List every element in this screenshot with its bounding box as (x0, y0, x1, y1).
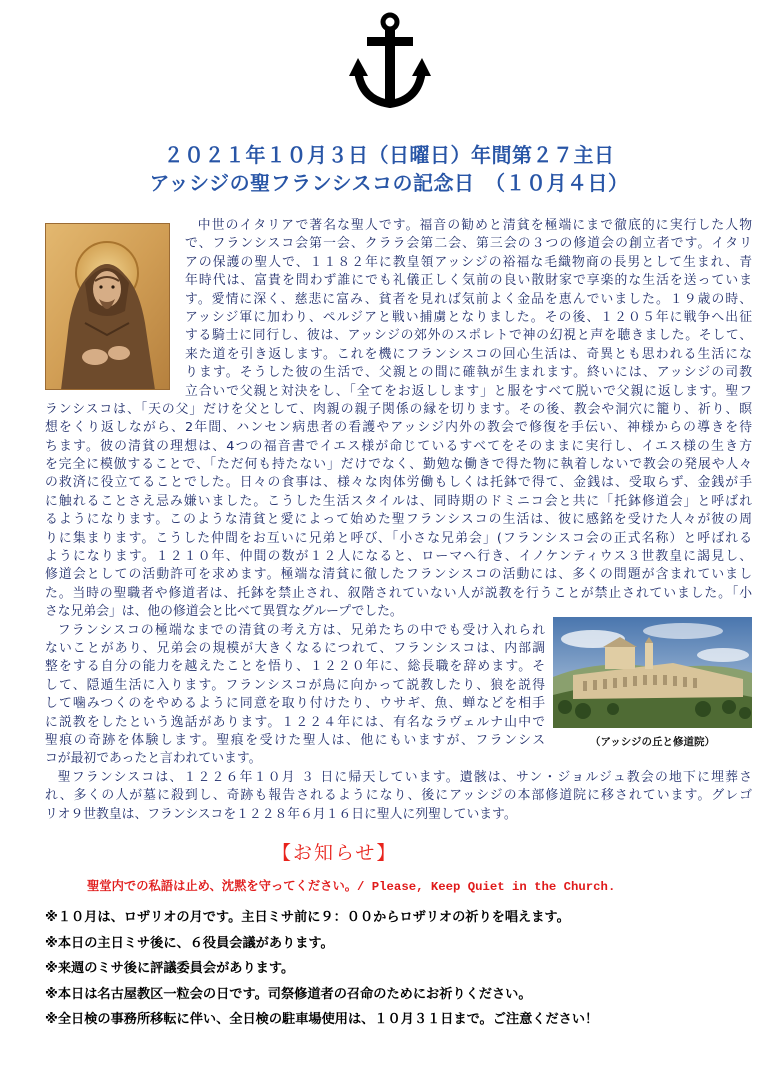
article-line: を完全に模倣することで、「ただ何も持たない」だけでなく、勤勉な働きで得た物に執着しないで教会の発展や人々 (45, 457, 752, 473)
article-line: 聖痕の奇跡を体験します。聖痕を受けた聖人は、他にもいますが、フランシス (45, 732, 545, 748)
assisi-hill-monastery-photo (553, 617, 752, 728)
article-line: す。愛情に深く、慈悲に富み、貧者を見れば気前よく金品を恵んでいました。１９歳の時、 (185, 291, 752, 307)
article-line: ランシスコは、「天の父」だけを父として、肉親の親子関係の縁を切ります。その後、教会や洞穴に籠り、祈り、瞑 (45, 401, 752, 417)
article-line: りに集まります。こうした仲間をお互いに兄弟と呼び、「小さな兄弟会」(フランシスコ会の正式名称）と呼ばれる (45, 530, 752, 546)
notice-list (45, 909, 745, 1037)
paragraph-3 (45, 769, 752, 824)
article-line: 来た道を引き返します。これを機にフランシスコの回心生活は、奇異とも思われる生活にな (185, 346, 752, 362)
notice-item: ※本日の主日ミサ後に、６役員会議があります。 (45, 935, 334, 951)
article-line: 立合いで父親と対決をし、「全てをお返しします」と服をすべて脱いで父親に返します。聖フ (185, 383, 752, 399)
article-line: ようになります。１２１０年、仲間の数が１２人になると、ローマへ行き、イノケンティウス３世教皇に謁見し、 (45, 549, 752, 565)
article-line: 中世のイタリアで著名な聖人です。福音の勧めと清貧を極端にまで徹底的に実行した人物 (197, 218, 752, 233)
article-line: フランシスコの極端なまでの清貧の考え方は、兄弟たちの中でも受け入れられ (57, 622, 545, 638)
notice-item: ※本日は名古屋教区一粒会の日です。司祭修道者の召命のためにお祈りください。 (45, 986, 532, 1002)
article-line: 聖フランシスコは、１２２６年１０月 ３ 日に帰天しています。遺骸は、サン・ジョルジュ教会の地下に埋葬さ (57, 769, 752, 785)
article-line: さな兄弟会」は、他の修道会と比べて異質なグループでした。 (45, 604, 403, 620)
article-line: リオ９世教皇は、フランシスコを１２２８年６月１６日に聖人に列聖しています。 (45, 806, 517, 822)
article-line: ります。そうした彼の生活で、父親との間に確執が生まれます。終いには、アッシジの司教 (185, 365, 752, 381)
quiet-request-notice: 聖堂内での私語は止め、沈黙を守ってください。/ Please, Keep Quiet in the Church. (87, 880, 616, 894)
article-line: 整をする自分の能力を越えたことを悟り、１２２０年に、総長職を辞めます。そ (45, 659, 545, 675)
notices-heading: 【お知らせ】 (272, 842, 398, 864)
paragraph-1-wrapped (185, 217, 752, 401)
paragraph-2 (45, 622, 545, 769)
anchor-icon (349, 12, 431, 108)
article-line: コが最初であったと言われています。 (45, 751, 262, 767)
article-line: に説教をしたという逸話があります。１２２４年には、有名なラヴェルナ山中で (45, 714, 545, 730)
article-line: 年時代は、富貴を問わず誰にでも礼儀正しく気前の良い散財家で享楽的な生活を送っていま (185, 273, 752, 289)
article-line: た。当時の聖職者や修道者は、托鉢を禁止され、叙階されていない人が説教を行うことが禁止されていました。「小 (45, 585, 752, 601)
article-line: れ、多くの人が墓に殺到し、奇跡も報告されるようになり、後にアッシジの本部修道院に移されています。グレゴ (45, 788, 752, 804)
article-line: ちます。彼の清貧の理想は、4つの福音書でイエス様が命じているすべてをそのままに実行し、イエス様の生き方 (45, 438, 752, 454)
article-line: して噛みつくのをやめるように同意を取り付けたり、ウサギ、魚、蝉などを相手 (45, 696, 545, 712)
article-line: する騎士に同行し、彼は、アッシジの郊外のスポレトで神の幻視と声を聴きました。そして、 (185, 328, 752, 344)
feast-title: アッシジの聖フランシスコの記念日 （１０月４日） (149, 171, 629, 195)
article-line: に触れることさえ忌み嫌いました。こうした生活スタイルは、同時期のドミニコ会と共に「托鉢修道会」と呼ばれ (45, 493, 752, 509)
photo-caption: （アッシジの丘と修道院） (589, 736, 715, 748)
article-line: の救済に役立てることでした。日々の食事は、様々な肉体労働もしくは托鉢で得て、金銭は、受取らず、金銭が手 (45, 475, 752, 491)
article-line: で、フランシスコ会第一会、クララ会第二会、第三会の３つの修道会の創立者です。イタリ (185, 236, 752, 252)
notice-item: ※全日検の事務所移転に伴い、全日検の駐車場使用は、１０月３１日まで。ご注意ください！ (45, 1012, 599, 1027)
notice-item: ※１０月は、ロザリオの月です。主日ミサ前に９：００からロザリオの祈りを唱えます。 (45, 910, 570, 925)
article-line: 想をくり返しながら、2年間、ハンセン病患者の看護やアッシジ内外の教会で修復を手伝い、神様からの導きを待 (45, 420, 752, 436)
article-body (45, 217, 752, 824)
article-line: アの保護の聖人で、１１８２年に教皇領アッシジの裕福な毛織物商の長男として生まれ、青 (185, 254, 752, 270)
article-line: るようになります。このような清貧と愛によって始めた聖フランシスコの生活は、彼に感銘を受けた人々が彼の周 (45, 512, 752, 528)
date-title: ２０２１年１０月３日（日曜日）年間第２７主日 (163, 143, 615, 167)
article-line: して、隠遁生活に入ります。フランシスコが鳥に向かって説教したり、狼を説得 (45, 677, 545, 693)
article-line: 修道会としての活動許可を求めます。極端な清貧に徹したフランシスコの活動には、多くの問題が含まれていまし (45, 567, 752, 583)
article-line: アッシジ軍に加わり、ペルジアと戦い捕虜となりました。その後、１２０５年に戦争へ出征 (185, 309, 752, 325)
paragraph-1-full (45, 401, 752, 622)
article-line: ないことがあり、兄弟会の規模が大きくなるにつれて、フランシスコは、内部調 (45, 640, 545, 656)
notice-item: ※来週のミサ後に評議委員会があります。 (45, 961, 295, 976)
